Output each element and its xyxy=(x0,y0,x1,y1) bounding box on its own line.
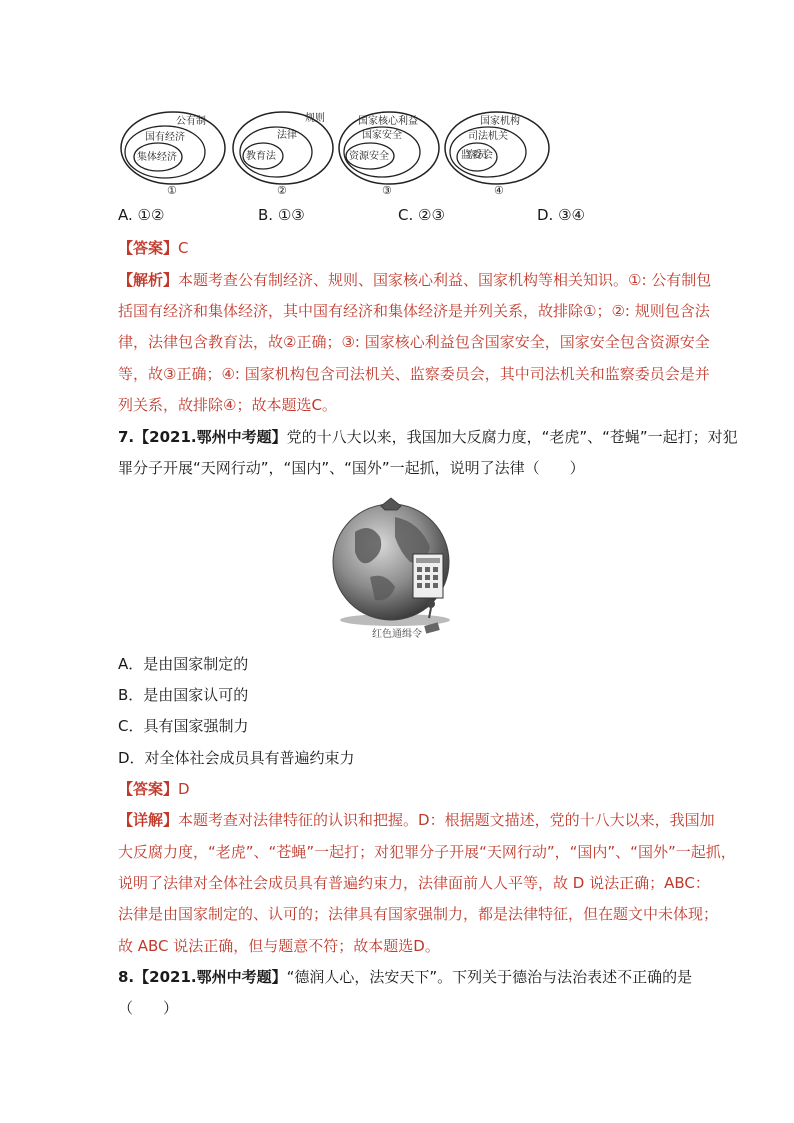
q6-option-d[interactable]: D. ③④ xyxy=(537,206,585,224)
q6-analysis-line-4: 等，故③正确；④: 国家机构包含司法机关、监察委员会，其中司法机关和监察委员会是并 xyxy=(118,365,710,383)
diagram-4-number: ④ xyxy=(494,184,504,197)
q7-detail-line-4: 法律是由国家制定的、认可的；法律具有国家强制力，都是法律特征，但在题文中未体现； xyxy=(118,905,719,923)
q8-stem-line-1 xyxy=(118,967,692,987)
diagram-3-middle-label: 国家安全 xyxy=(362,130,402,141)
q8-number: 8. xyxy=(118,968,135,986)
q6-option-a[interactable]: A. ①② xyxy=(118,206,165,224)
answer-value: C xyxy=(178,239,189,257)
detail-tag: 【详解】 xyxy=(118,811,179,829)
answer-tag: 【答案】 xyxy=(118,780,179,798)
q7-option-b[interactable]: B．是由国家认可的 xyxy=(118,686,249,704)
answer-tag: 【答案】 xyxy=(118,239,179,257)
diagram-3-number: ③ xyxy=(382,184,392,197)
q8-source: 【2021.鄂州中考题】 xyxy=(134,968,287,986)
diagram-4-inner-label: 监察委员会 xyxy=(461,150,493,161)
detail-text: 本题考查对法律特征的认识和把握。D：根据题文描述，党的十八大以来，我国加 xyxy=(178,811,715,829)
q8-stem-line-2: （ ） xyxy=(118,999,179,1017)
diagram-2-number: ② xyxy=(277,184,287,197)
q7-option-c[interactable]: C．具有国家强制力 xyxy=(118,717,249,735)
diagram-1 xyxy=(121,112,225,197)
q7-option-d[interactable]: D．对全体社会成员具有普遍约束力 xyxy=(118,749,355,767)
q6-option-b[interactable]: B. ①③ xyxy=(258,206,305,224)
globe-illustration xyxy=(325,492,465,642)
q7-stem-line-2: 罪分子开展“天网行动”，“国内”、“国外”一起抓，说明了法律（ ） xyxy=(118,459,585,477)
venn-diagrams xyxy=(0,0,794,200)
diagram-1-outer-label: 公有制 xyxy=(176,116,206,127)
q7-detail-line-1 xyxy=(118,810,715,830)
diagram-1-inner-label: 集体经济 xyxy=(137,152,177,163)
q7-option-a[interactable]: A．是由国家制定的 xyxy=(118,655,249,673)
diagram-2-outer-label: 规则 xyxy=(305,113,325,124)
q7-detail-line-2: 大反腐力度，“老虎”、“苍蝇”一起打；对犯罪分子开展“天网行动”，“国内”、“国外”一起抓， xyxy=(118,843,736,861)
diagram-4-middle-label: 司法机关 xyxy=(468,131,508,142)
q6-answer xyxy=(118,238,189,258)
diagram-2-inner-label: 教育法 xyxy=(246,151,276,162)
q7-answer xyxy=(118,779,190,799)
q7-number: 7. xyxy=(118,428,135,446)
globe-caption: 红色通缉令 xyxy=(372,629,422,640)
q8-stem-text: “德润人心，法安天下”。下列关于德治与法治表述不正确的是 xyxy=(286,968,693,986)
q6-analysis-line-1 xyxy=(118,270,711,290)
q6-analysis-line-3: 律，法律包含教育法，故②正确；③: 国家核心利益包含国家安全，国家安全包含资源安全 xyxy=(118,333,710,351)
diagram-1-middle-label: 国有经济 xyxy=(145,132,185,143)
diagram-2-middle-label: 法律 xyxy=(277,130,297,141)
q6-options xyxy=(118,206,678,226)
diagram-1-number: ① xyxy=(167,184,177,197)
diagram-2 xyxy=(233,111,333,197)
q6-analysis-line-2: 括国有经济和集体经济，其中国有经济和集体经济是并列关系，故排除①；②: 规则包含法 xyxy=(118,302,710,320)
analysis-text: 本题考查公有制经济、规则、国家核心利益、国家机构等相关知识。①: 公有制包 xyxy=(178,271,712,289)
analysis-tag: 【解析】 xyxy=(118,271,179,289)
diagram-4-outer-label: 国家机构 xyxy=(480,116,520,127)
q7-source: 【2021.鄂州中考题】 xyxy=(134,428,287,446)
diagram-3-outer-label: 国家核心利益 xyxy=(358,116,418,127)
q7-stem-line-1 xyxy=(118,427,738,447)
diagram-4 xyxy=(445,112,549,197)
diagram-3-inner-label: 资源安全 xyxy=(349,151,389,162)
q7-stem-text: 党的十八大以来，我国加大反腐力度，“老虎”、“苍蝇”一起打；对犯 xyxy=(286,428,738,446)
q6-option-c[interactable]: C. ②③ xyxy=(398,206,445,224)
answer-value: D xyxy=(178,780,190,798)
diagram-3 xyxy=(339,112,439,197)
q7-detail-line-3: 说明了法律对全体社会成员具有普遍约束力，法律面前人人平等，故 D 说法正确；ABC： xyxy=(118,874,710,892)
q6-analysis-line-5: 列关系，故排除④；故本题选C。 xyxy=(118,396,337,414)
q7-detail-line-5: 故 ABC 说法正确，但与题意不符；故本题选D。 xyxy=(118,937,440,955)
